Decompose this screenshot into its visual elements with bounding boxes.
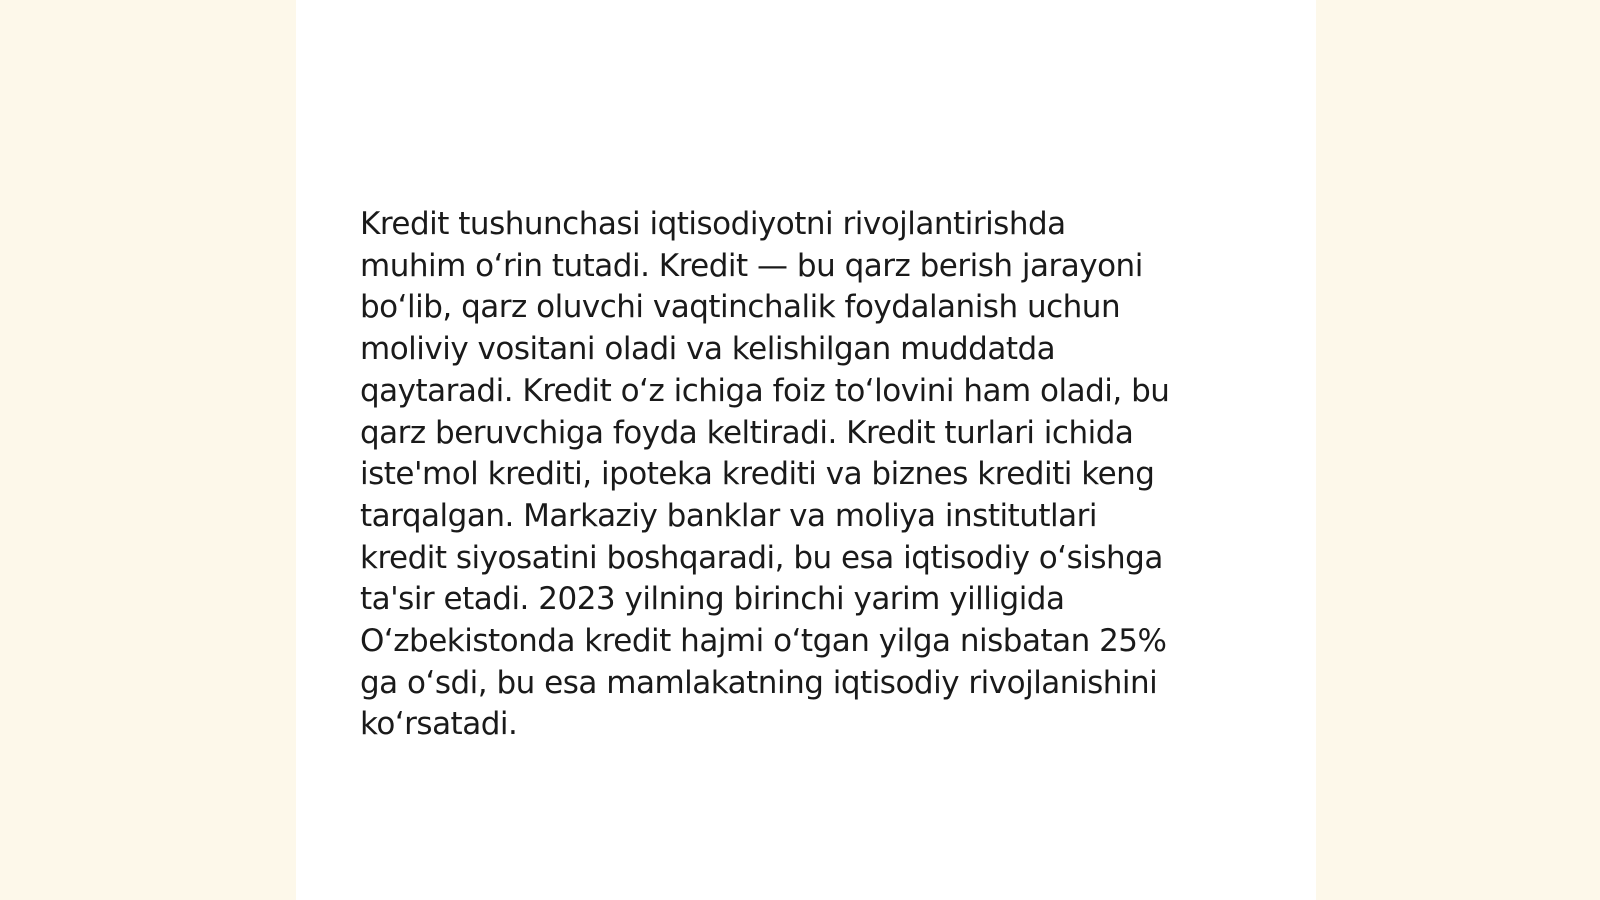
document-page — [296, 0, 1316, 900]
body-paragraph: Kredit tushunchasi iqtisodiyotni rivojlantirishda muhim oʻrin tutadi. Kredit — bu qarz berish jarayoni boʻlib, qarz oluvchi vaqtinchalik foydalanish uchun moliviy vositani oladi va kelishilgan muddatda qaytaradi. Kredit oʻz ichiga foiz toʻlovini ham oladi, bu qarz beruvchiga foyda keltiradi. Kredit turlari ichida iste'mol krediti, ipoteka krediti va biznes krediti keng tarqalgan. Markaziy banklar va moliya institutlari kredit siyosatini boshqaradi, bu esa iqtisodiy oʻsishga ta'sir etadi. 2023 yilning birinchi yarim yilligida Oʻzbekistonda kredit hajmi oʻtgan yilga nisbatan 25% ga oʻsdi, bu esa mamlakatning iqtisodiy rivojlanishini koʻrsatadi. — [360, 206, 1170, 743]
